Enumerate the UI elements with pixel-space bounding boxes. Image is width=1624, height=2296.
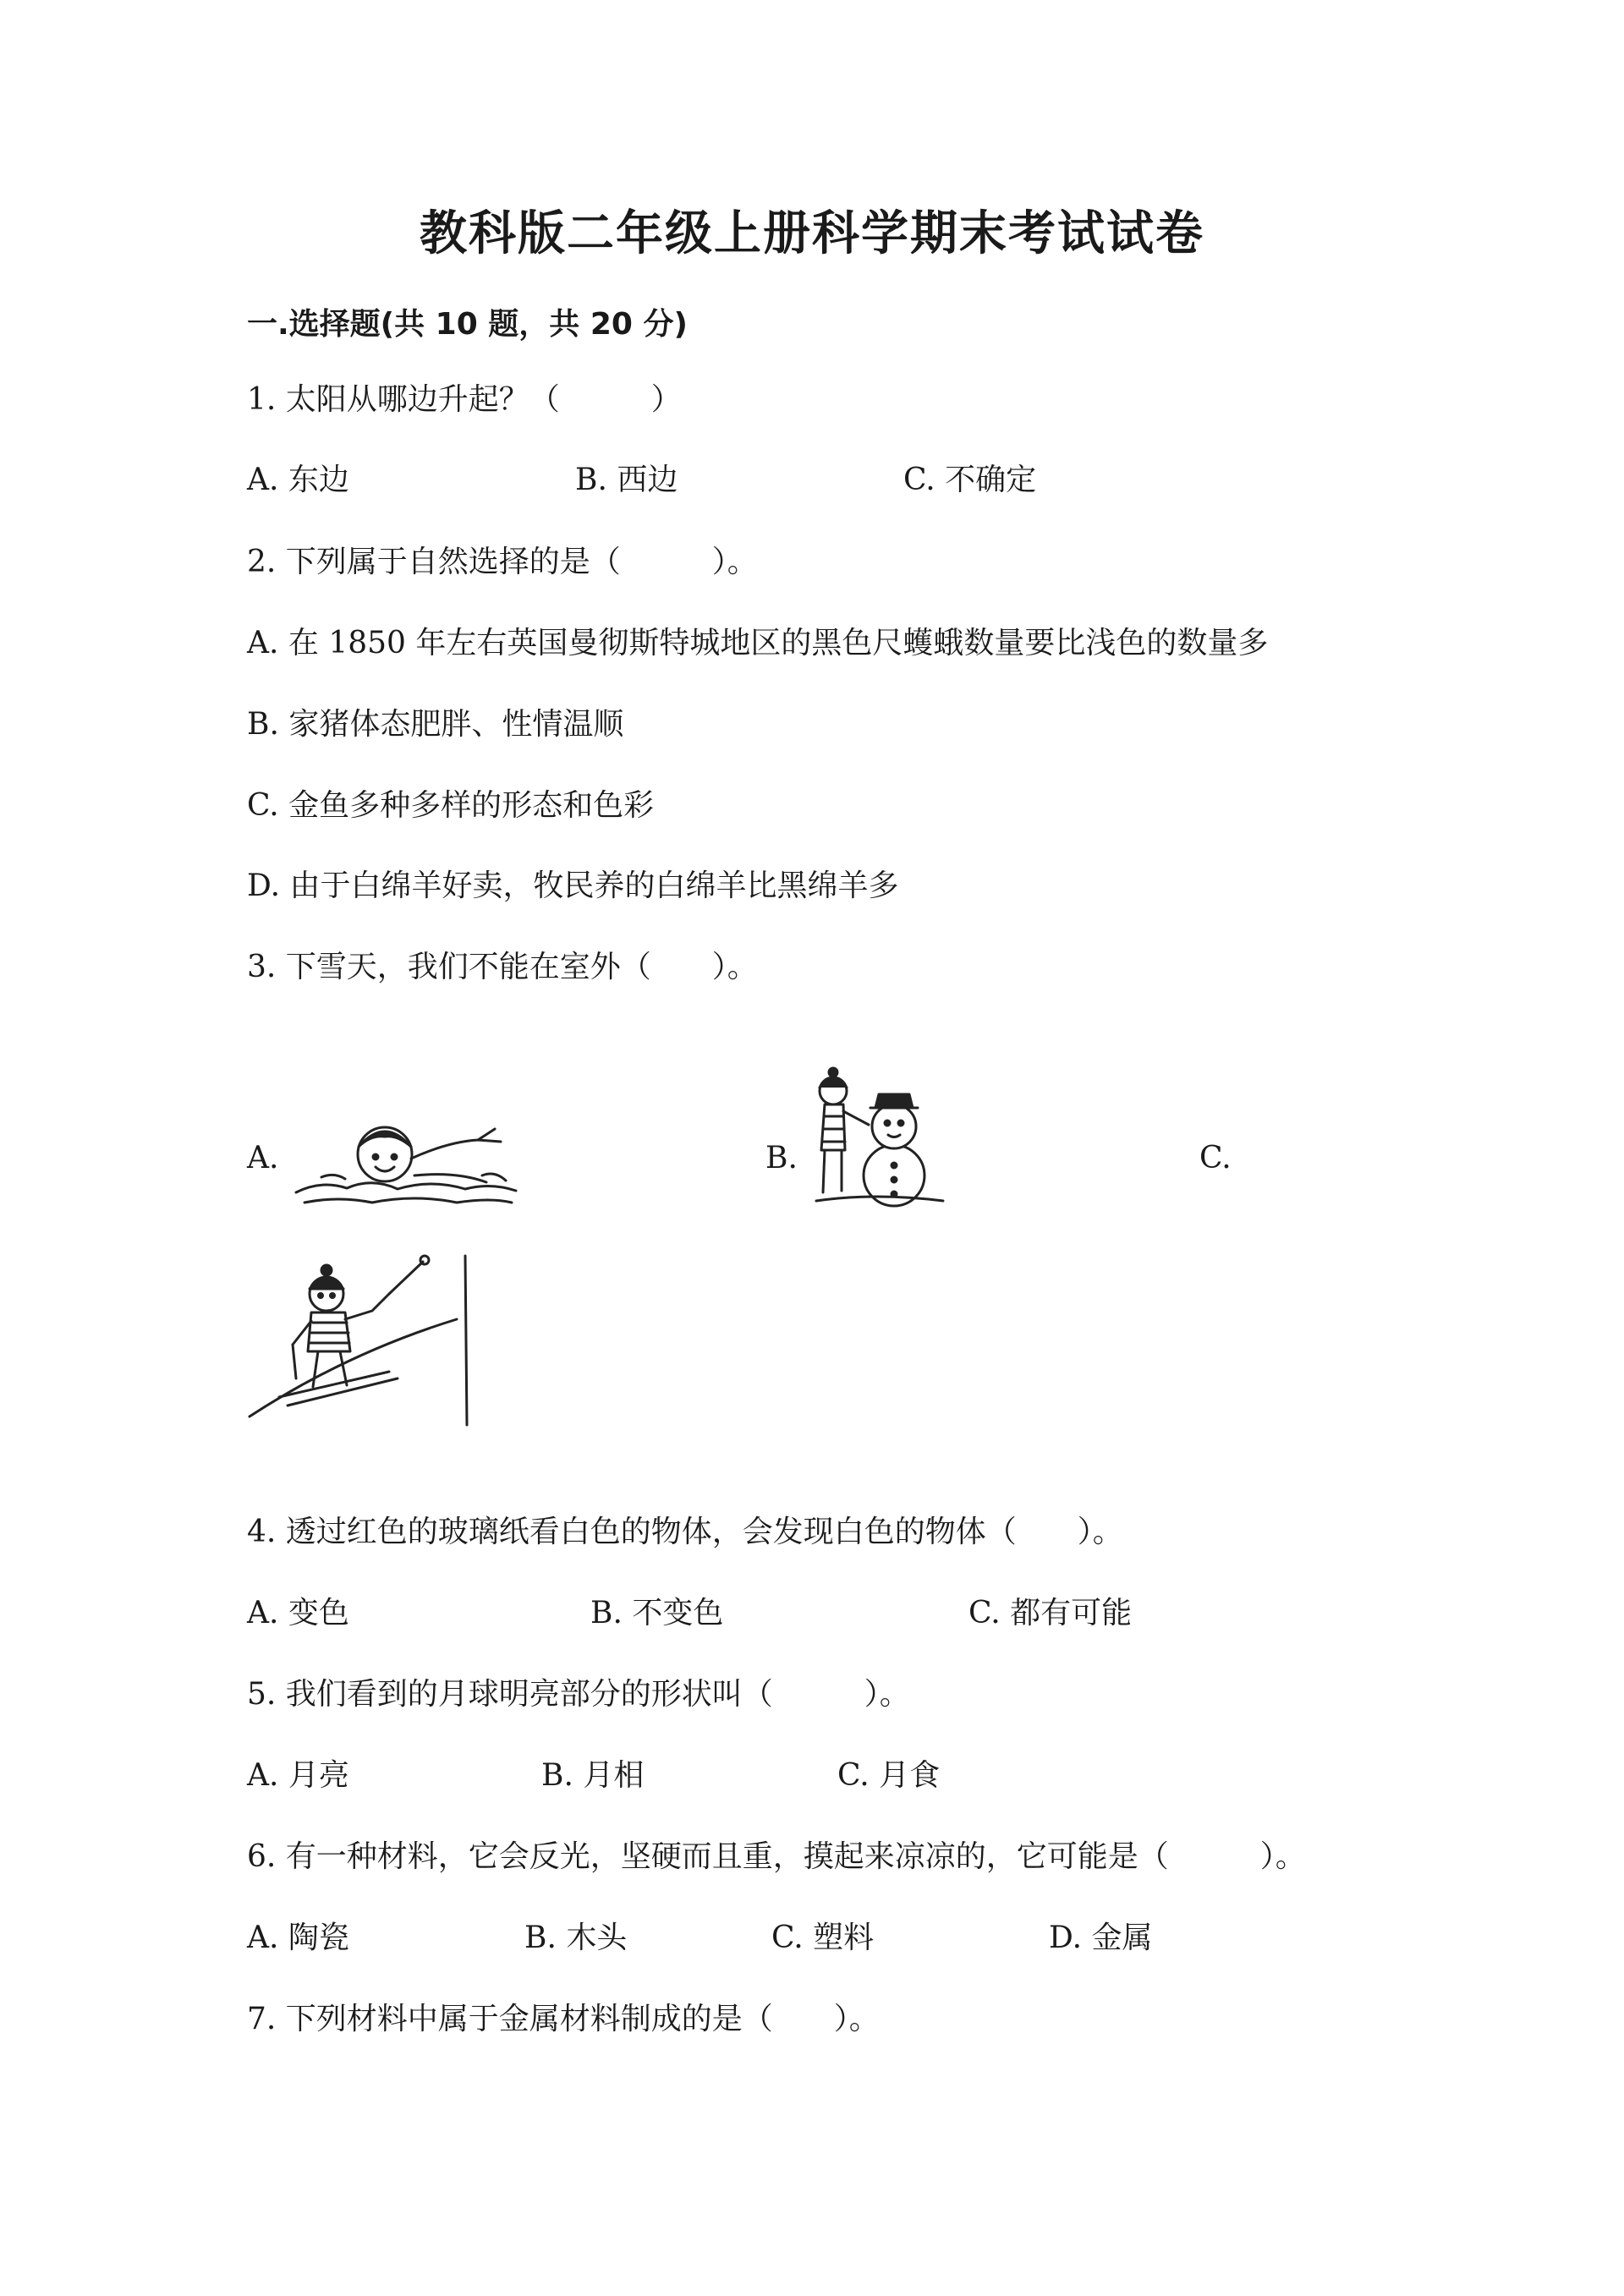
question-5-option-a: A. 月亮 xyxy=(247,1758,349,1793)
question-5-stem: 5. 我们看到的月球明亮部分的形状叫（ ）。 xyxy=(247,1677,910,1712)
section-heading: 一.选择题(共 10 题，共 20 分) xyxy=(247,307,688,342)
question-6-option-a: A. 陶瓷 xyxy=(247,1921,349,1955)
question-1-option-b: B. 西边 xyxy=(575,463,678,497)
question-6-option-b: B. 木头 xyxy=(524,1921,628,1955)
question-4-option-b: B. 不变色 xyxy=(590,1596,724,1630)
question-6-option-c: C. 塑料 xyxy=(771,1921,875,1955)
exam-title: 教科版二年级上册科学期末考试试卷 xyxy=(420,206,1204,261)
question-2-stem: 2. 下列属于自然选择的是（ ）。 xyxy=(247,545,758,579)
swimming-child-image xyxy=(288,1108,524,1218)
question-3-option-c: C. xyxy=(1199,1141,1232,1175)
question-2-option-c: C. 金鱼多种多样的形态和色彩 xyxy=(247,788,655,823)
question-7-stem: 7. 下列材料中属于金属材料制成的是（ ）。 xyxy=(247,2002,880,2036)
question-4-option-a: A. 变色 xyxy=(247,1596,349,1630)
question-6-option-d: D. 金属 xyxy=(1049,1921,1153,1955)
question-4-stem: 4. 透过红色的玻璃纸看白色的物体，会发现白色的物体（ ）。 xyxy=(247,1515,1123,1549)
question-2-option-d: D. 由于白绵羊好卖，牧民养的白绵羊比黑绵羊多 xyxy=(247,869,899,903)
snowman-image xyxy=(799,1057,952,1209)
question-4-option-c: C. 都有可能 xyxy=(968,1596,1133,1630)
question-3-stem: 3. 下雪天，我们不能在室外（ ）。 xyxy=(247,950,758,984)
question-3-option-b: B. xyxy=(765,1141,798,1175)
question-6-stem: 6. 有一种材料，它会反光，坚硬而且重，摸起来凉凉的，它可能是（ ）。 xyxy=(247,1839,1306,1874)
question-2-option-a: A. 在 1850 年左右英国曼彻斯特城地区的黑色尺蠖蛾数量要比浅色的数量多 xyxy=(247,626,1269,660)
question-1-option-a: A. 东边 xyxy=(247,463,349,497)
question-5-option-b: B. 月相 xyxy=(541,1758,645,1793)
question-2-option-b: B. 家猪体态肥胖、性情温顺 xyxy=(247,707,624,742)
skier-image xyxy=(245,1252,474,1429)
question-1-stem: 1. 太阳从哪边升起？（ ） xyxy=(247,382,682,417)
question-3-option-a: A. xyxy=(247,1141,279,1175)
question-5-option-c: C. 月食 xyxy=(837,1758,941,1793)
question-1-option-c: C. 不确定 xyxy=(903,463,1037,497)
